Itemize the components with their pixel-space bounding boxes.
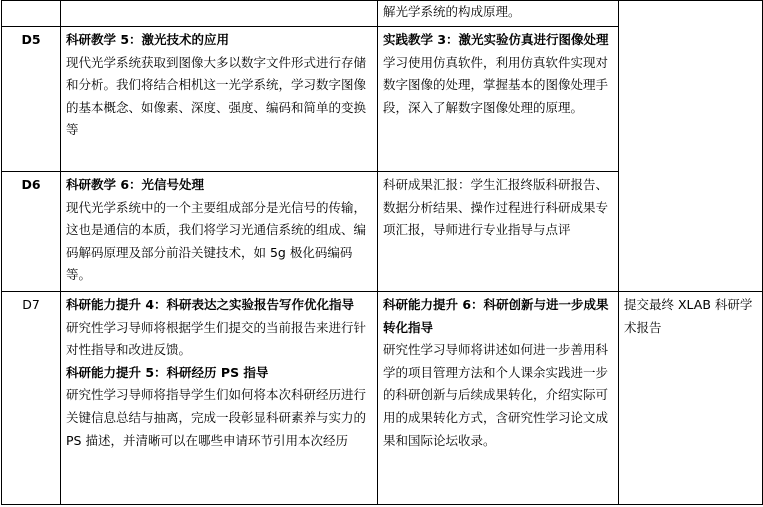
assignment-cell: [619, 292, 763, 505]
assignment-cell: [619, 1, 763, 292]
session-desc: 研究性学习导师将指导学生们如何将本次科研经历进行关键信息总结与抽离，完成一段彰显科研素养与实力的 PS 描述，并清晰可以在哪些申请环节引用本次经历: [66, 387, 367, 448]
schedule-table: [1, 0, 763, 505]
session-desc: 现代光学系统获取到图像大多以数字文件形式进行存储和分析。我们将结合相机这一光学系统，学习数字图像的基本概念、如像素、深度、强度、编码和简单的变换等: [66, 54, 367, 138]
morning-cell: [61, 27, 378, 172]
afternoon-cell: [378, 27, 619, 172]
session-desc: 科研成果汇报：学生汇报终版科研报告、数据分析结果、操作过程进行科研成果专项汇报，导师进行专业指导与点评: [383, 177, 609, 238]
session-desc: 现代光学系统中的一个主要组成部分是光信号的传输，这也是通信的本质，我们将学习光通信系统的组成、编码解码原理及部分前沿关键技术，如 5g 极化码编码等。: [66, 199, 367, 283]
session-title: 科研能力提升 6：科研创新与进一步成果转化指导: [383, 297, 609, 335]
morning-cell: [61, 292, 378, 505]
morning-cell: [61, 172, 378, 292]
session-desc: 研究性学习导师将讲述如何进一步善用科学的项目管理方法和个人课余实践进一步的科研创新与后续成果转化，介绍实际可用的成果转化方式，含研究性学习论文成果和国际论坛收录。: [383, 342, 609, 448]
afternoon-cell: [378, 172, 619, 292]
session-desc: 学习使用仿真软件，利用仿真软件实现对数字图像的处理，掌握基本的图像处理手段，深入了解数字图像处理的原理。: [383, 54, 609, 115]
afternoon-cell: [378, 292, 619, 505]
table-row: [2, 292, 763, 505]
day-cell: [2, 172, 61, 292]
session-title: 科研能力提升 5：科研经历 PS 指导: [66, 364, 269, 380]
table-row: [2, 1, 763, 27]
session-title: 实践教学 3：激光实验仿真进行图像处理: [383, 32, 609, 47]
session-desc: 解光学系统的构成原理。: [383, 4, 521, 19]
morning-cell: [61, 1, 378, 27]
afternoon-cell: [378, 1, 619, 27]
day-cell: [2, 292, 61, 505]
session-desc: 研究性学习导师将根据学生们提交的当前报告来进行针对性指导和改进反馈。: [66, 319, 367, 358]
session-title: 科研教学 6：光信号处理: [66, 177, 205, 192]
session-title: 科研教学 5：激光技术的应用: [66, 32, 230, 47]
session-title: 科研能力提升 4：科研表达之实验报告写作优化指导: [66, 297, 355, 312]
day-cell: [2, 27, 61, 172]
day-cell: [2, 1, 61, 27]
assignment-text: 提交最终 XLAB 科研学术报告: [624, 297, 753, 335]
day-label: D6: [21, 177, 41, 192]
day-label: D5: [21, 32, 41, 47]
day-label: D7: [22, 297, 40, 312]
